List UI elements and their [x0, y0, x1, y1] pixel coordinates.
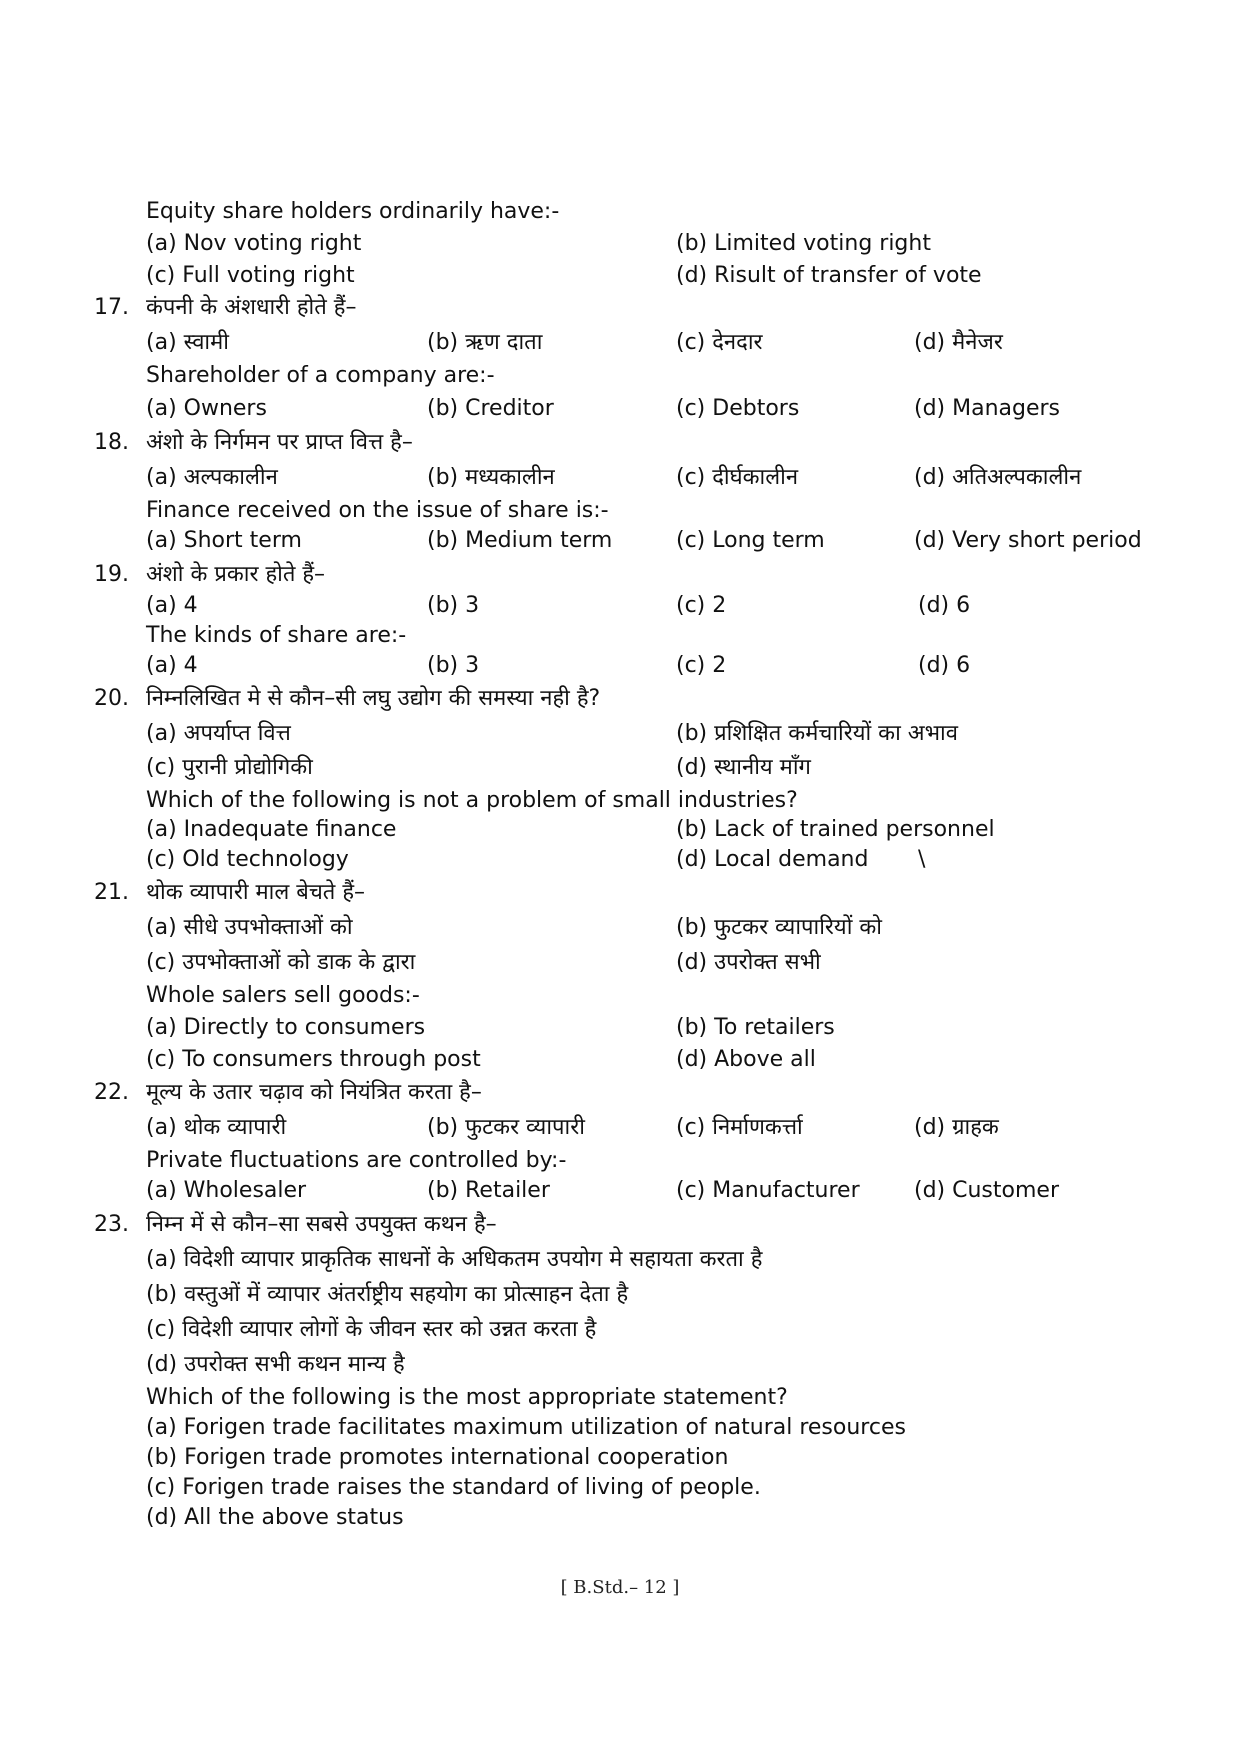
option-d: (d) Very short period	[914, 528, 1142, 553]
question-text-en: Shareholder of a company are:-	[146, 363, 495, 388]
intro-question-en-line	[0, 197, 1240, 229]
question-text-hi: कंपनी के अंशधारी होते हैं–	[146, 295, 357, 320]
option-d: (d) Customer	[914, 1178, 1059, 1203]
q23-option-en-b-line	[0, 1443, 1240, 1475]
option-b: (b) प्रशिक्षित कर्मचारियों का अभाव	[676, 721, 958, 746]
question-text-hi: थोक व्यापारी माल बेचते हैं–	[146, 880, 366, 905]
option-c: (c) निर्माणकर्त्ता	[676, 1115, 803, 1140]
option-c: (c) Forigen trade raises the standard of living of people.	[146, 1475, 761, 1500]
q23-question-en-line	[0, 1383, 1240, 1415]
question-number: 17.	[94, 295, 129, 320]
intro-options-en-line-2	[0, 261, 1240, 293]
q19-options-hi-line	[0, 591, 1240, 623]
option-b: (b) 3	[427, 653, 480, 678]
q17-question-en-line	[0, 361, 1240, 393]
option-b: (b) Creditor	[427, 396, 554, 421]
q20-options-en-line-1	[0, 815, 1240, 847]
option-c: (c) दीर्घकालीन	[676, 465, 799, 490]
q21-options-hi-line-2	[0, 948, 1240, 980]
page-footer-label: [ B.Std.– 12 ]	[560, 1577, 680, 1598]
option-c: (c) 2	[676, 653, 727, 678]
option-a: (a) सीधे उपभोक्ताओं को	[146, 915, 353, 940]
option-d: (d) अतिअल्पकालीन	[914, 465, 1082, 490]
q22-options-hi-line	[0, 1113, 1240, 1145]
option-b: (b) फुटकर व्यापारियों को	[676, 915, 882, 940]
q21-options-en-line-2	[0, 1045, 1240, 1077]
option-a: (a) Owners	[146, 396, 267, 421]
q21-options-en-line-1	[0, 1013, 1240, 1045]
q18-options-en-line	[0, 526, 1240, 558]
option-a: (a) थोक व्यापारी	[146, 1115, 287, 1140]
option-c: (c) देनदार	[676, 330, 763, 355]
option-b: (b) Lack of trained personnel	[676, 817, 995, 842]
option-c: (c) विदेशी व्यापार लोगों के जीवन स्तर को उन्नत करता है	[146, 1317, 597, 1342]
option-d: (d) 6	[918, 593, 971, 618]
option-c: (c) पुरानी प्रोद्योगिकी	[146, 755, 313, 780]
q23-option-hi-b-line	[0, 1280, 1240, 1312]
option-c: (c) Old technology	[146, 847, 349, 872]
question-text-en: Which of the following is the most appropriate statement?	[146, 1385, 788, 1410]
option-b: (b) Limited voting right	[676, 231, 931, 256]
q23-option-en-a-line	[0, 1413, 1240, 1445]
option-d: (d) मैनेजर	[914, 330, 1003, 355]
option-d: (d) Risult of transfer of vote	[676, 263, 982, 288]
stray-mark: \	[918, 847, 926, 872]
q17-options-hi-line	[0, 328, 1240, 360]
option-d: (d) उपरोक्त सभी	[676, 950, 821, 975]
question-text-hi: अंशो के निर्गमन पर प्राप्त वित्त है–	[146, 430, 413, 455]
q23-option-hi-a-line	[0, 1245, 1240, 1277]
intro-options-en-line-1	[0, 229, 1240, 261]
option-a: (a) Short term	[146, 528, 302, 553]
option-d: (d) Local demand	[676, 847, 869, 872]
question-text-hi: मूल्य के उतार चढ़ाव को नियंत्रित करता है–	[146, 1080, 482, 1105]
q23-option-en-d-line	[0, 1503, 1240, 1535]
q23-option-hi-c-line	[0, 1315, 1240, 1347]
question-number: 20.	[94, 686, 129, 711]
option-b: (b) मध्यकालीन	[427, 465, 555, 490]
option-d: (d) उपरोक्त सभी कथन मान्य है	[146, 1352, 405, 1377]
option-b: (b) Forigen trade promotes international cooperation	[146, 1445, 729, 1470]
q17-options-en-line	[0, 394, 1240, 426]
option-a: (a) स्वामी	[146, 330, 229, 355]
option-a: (a) Nov voting right	[146, 231, 362, 256]
question-text-hi: अंशो के प्रकार होते हैं–	[146, 562, 326, 587]
q23-question-hi-line	[0, 1210, 1240, 1242]
q18-question-en-line	[0, 496, 1240, 528]
question-text-en: Whole salers sell goods:-	[146, 983, 420, 1008]
q20-options-hi-line-2	[0, 753, 1240, 785]
option-c: (c) To consumers through post	[146, 1047, 481, 1072]
option-a: (a) Inadequate finance	[146, 817, 397, 842]
option-d: (d) ग्राहक	[914, 1115, 999, 1140]
q21-question-hi-line	[0, 878, 1240, 910]
option-b: (b) वस्तुओं में व्यापार अंतर्राष्ट्रीय सहयोग का प्रोत्साहन देता है	[146, 1282, 629, 1307]
q23-option-en-c-line	[0, 1473, 1240, 1505]
option-c: (c) Manufacturer	[676, 1178, 860, 1203]
option-a: (a) अपर्याप्त वित्त	[146, 721, 291, 746]
option-a: (a) विदेशी व्यापार प्राकृतिक साधनों के अधिकतम उपयोग मे सहायता करता है	[146, 1247, 763, 1272]
option-b: (b) 3	[427, 593, 480, 618]
q19-question-hi-line	[0, 560, 1240, 592]
q17-question-hi-line	[0, 293, 1240, 325]
option-c: (c) Debtors	[676, 396, 800, 421]
option-d: (d) Managers	[914, 396, 1061, 421]
question-text-en: Which of the following is not a problem of small industries?	[146, 788, 798, 813]
question-number: 18.	[94, 430, 129, 455]
option-b: (b) फुटकर व्यापारी	[427, 1115, 585, 1140]
q22-question-en-line	[0, 1146, 1240, 1178]
question-number: 19.	[94, 562, 129, 587]
option-c: (c) Full voting right	[146, 263, 355, 288]
q21-question-en-line	[0, 981, 1240, 1013]
option-c: (c) उपभोक्ताओं को डाक के द्वारा	[146, 950, 416, 975]
option-a: (a) 4	[146, 593, 198, 618]
q23-option-hi-d-line	[0, 1350, 1240, 1382]
q20-question-hi-line	[0, 684, 1240, 716]
q18-question-hi-line	[0, 428, 1240, 460]
option-a: (a) 4	[146, 653, 198, 678]
q19-question-en-line	[0, 621, 1240, 653]
option-c: (c) Long term	[676, 528, 825, 553]
option-b: (b) ऋण दाता	[427, 330, 543, 355]
question-text-hi: निम्नलिखित मे से कौन–सी लघु उद्योग की समस्या नही है?	[146, 686, 601, 711]
q18-options-hi-line	[0, 463, 1240, 495]
q19-options-en-line	[0, 651, 1240, 683]
question-text-en: The kinds of share are:-	[146, 623, 407, 648]
question-number: 22.	[94, 1080, 129, 1105]
q22-options-en-line	[0, 1176, 1240, 1208]
question-text-en: Equity share holders ordinarily have:-	[146, 199, 560, 224]
option-d: (d) Above all	[676, 1047, 816, 1072]
q20-options-hi-line-1	[0, 719, 1240, 751]
q22-question-hi-line	[0, 1078, 1240, 1110]
question-text-en: Finance received on the issue of share is:-	[146, 498, 609, 523]
option-a: (a) Wholesaler	[146, 1178, 307, 1203]
question-number: 21.	[94, 880, 129, 905]
option-b: (b) Medium term	[427, 528, 613, 553]
option-d: (d) All the above status	[146, 1505, 404, 1530]
option-b: (b) Retailer	[427, 1178, 550, 1203]
option-a: (a) Forigen trade facilitates maximum utilization of natural resources	[146, 1415, 906, 1440]
q20-question-en-line	[0, 786, 1240, 818]
question-text-hi: निम्न में से कौन–सा सबसे उपयुक्त कथन है–	[146, 1212, 497, 1237]
option-d: (d) स्थानीय माँग	[676, 755, 811, 780]
option-a: (a) Directly to consumers	[146, 1015, 426, 1040]
option-c: (c) 2	[676, 593, 727, 618]
option-d: (d) 6	[918, 653, 971, 678]
question-text-en: Private fluctuations are controlled by:-	[146, 1148, 567, 1173]
q20-options-en-line-2	[0, 845, 1240, 877]
option-b: (b) To retailers	[676, 1015, 835, 1040]
option-a: (a) अल्पकालीन	[146, 465, 278, 490]
question-number: 23.	[94, 1212, 129, 1237]
q21-options-hi-line-1	[0, 913, 1240, 945]
